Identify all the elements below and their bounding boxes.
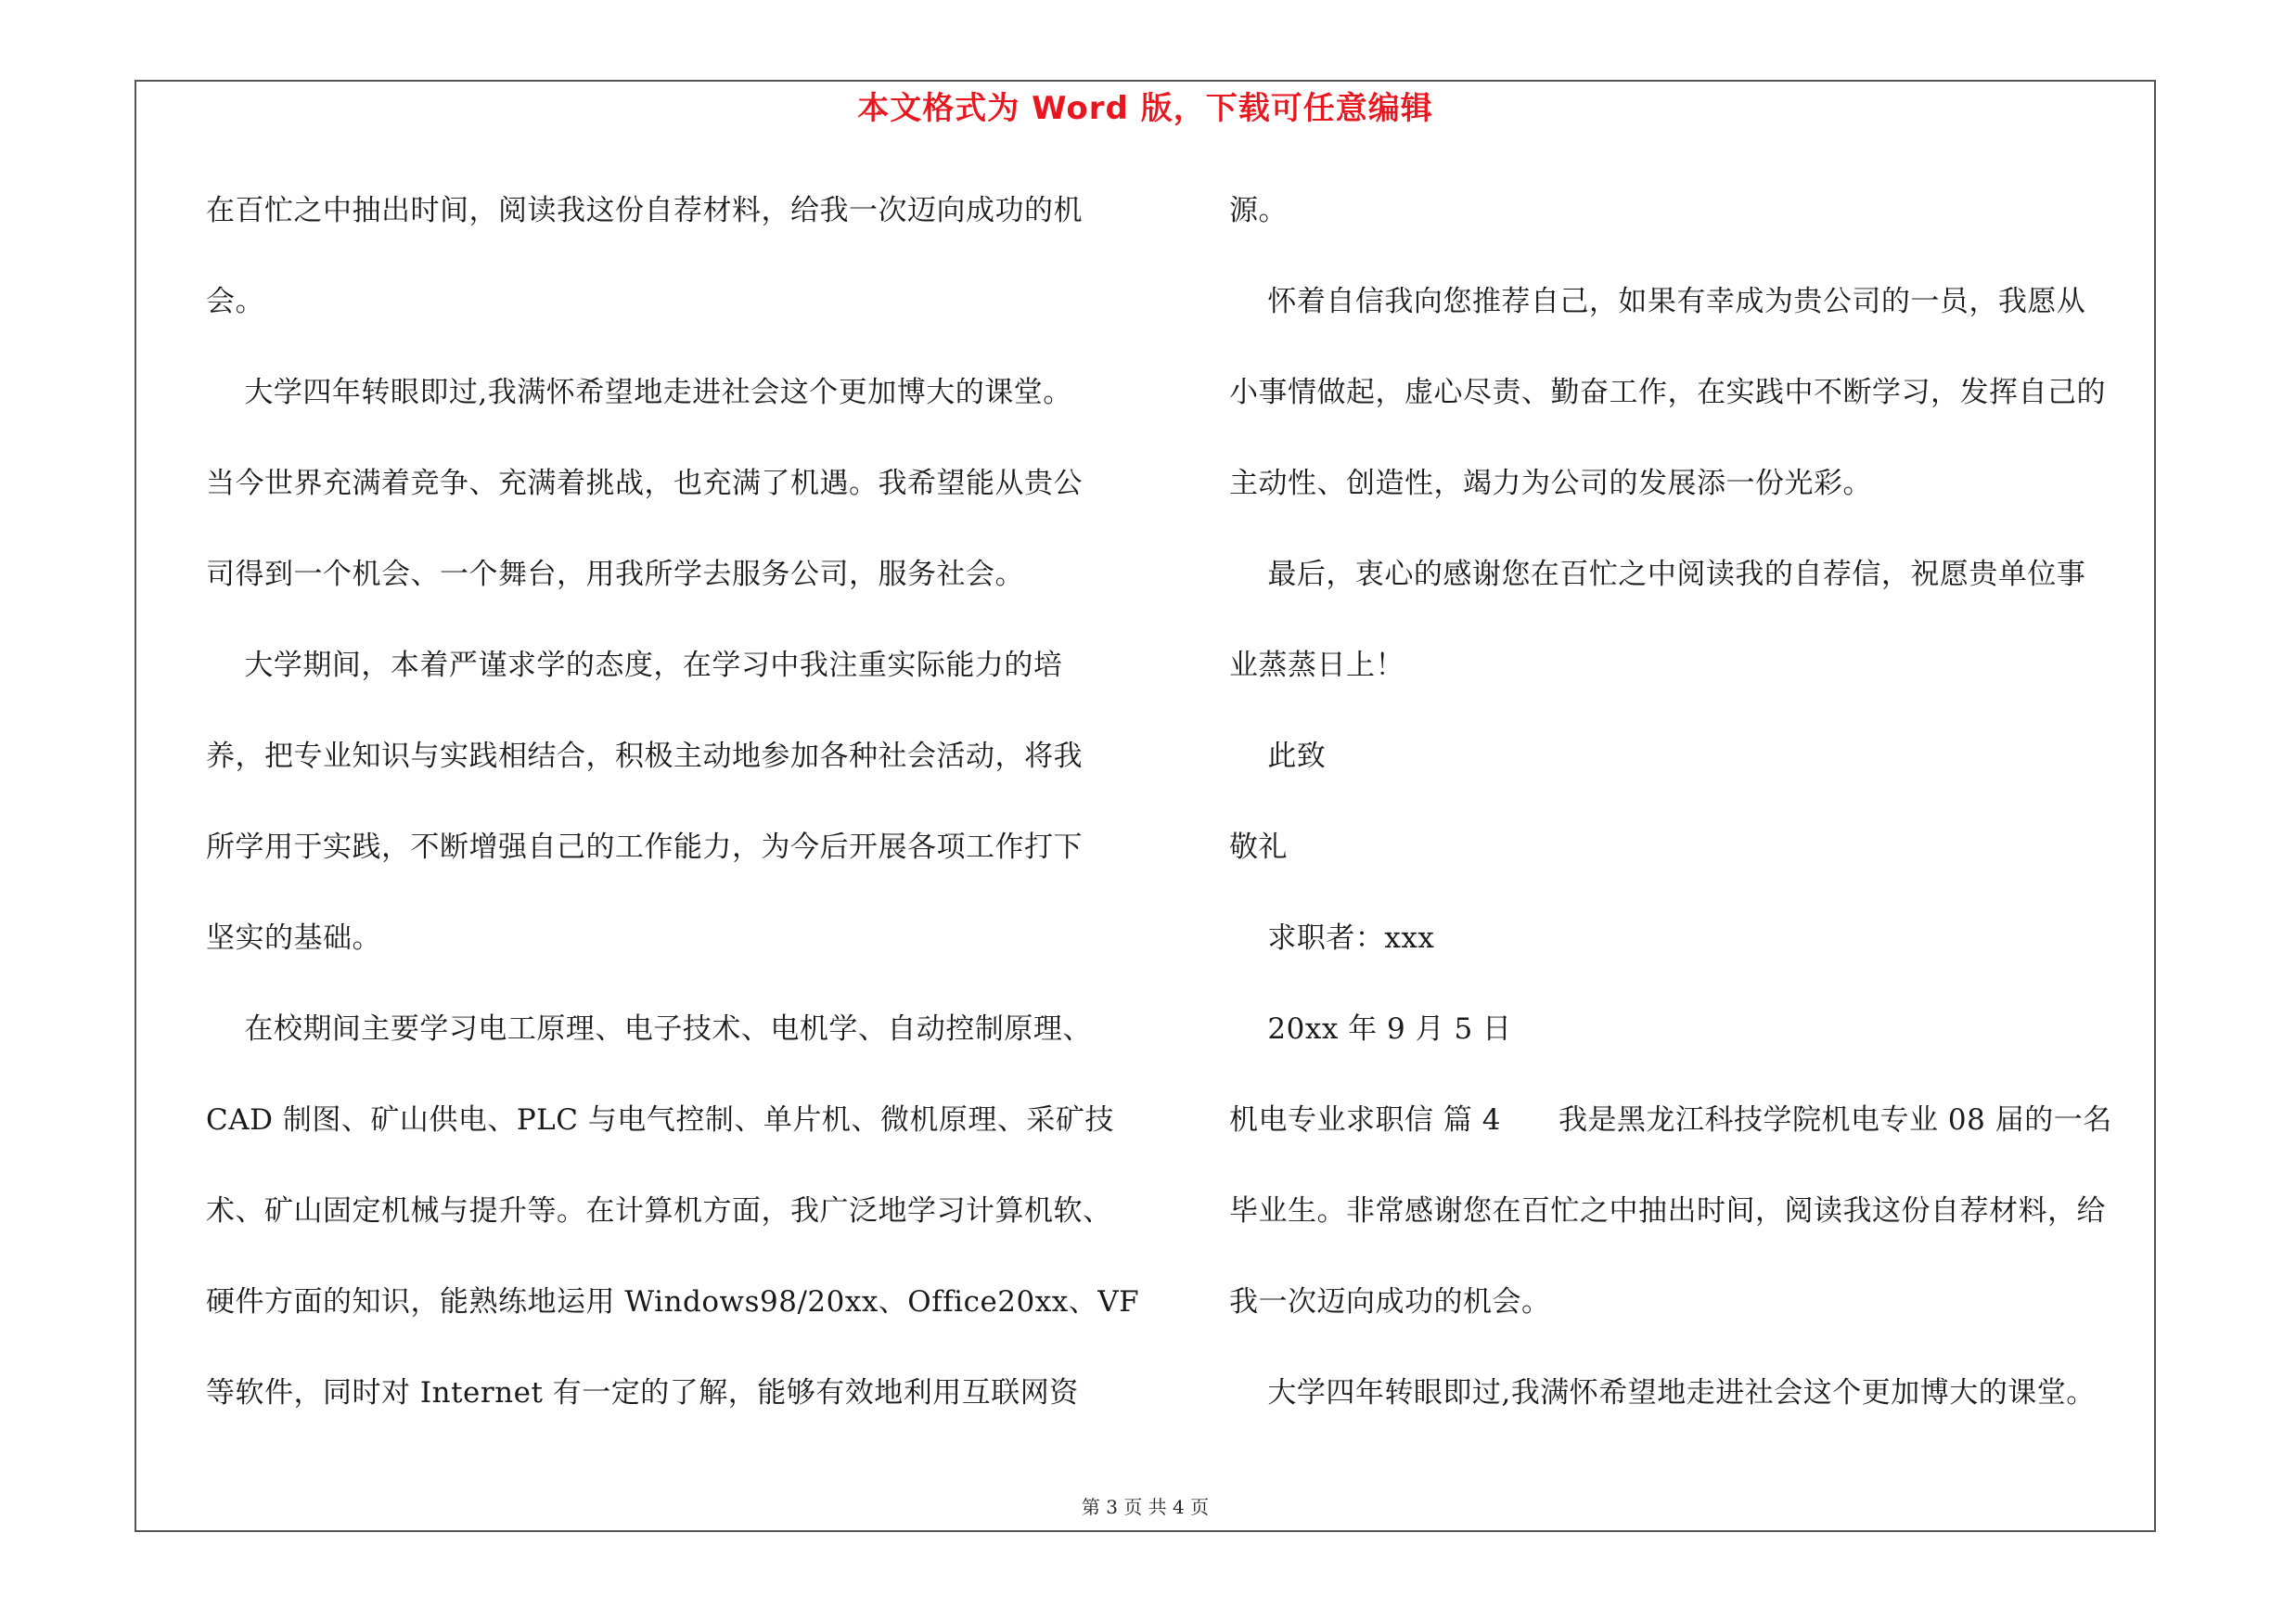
text-line: 小事情做起，虚心尽责、勤奋工作，在实践中不断学习，发挥自己的 [1229, 376, 2106, 409]
text-line: 业蒸蒸日上！ [1229, 649, 1405, 682]
text-line: 术、矿山固定机械与提升等。在计算机方面，我广泛地学习计算机软、 [206, 1194, 1112, 1228]
text-line: 养，把专业知识与实践相结合，积极主动地参加各种社会活动，将我 [206, 740, 1083, 773]
text-line: 所学用于实践，不断增强自己的工作能力，为今后开展各项工作打下 [206, 831, 1083, 864]
text-line: 怀着自信我向您推荐自己，如果有幸成为贵公司的一员，我愿从 [1229, 285, 2086, 318]
text-line: 当今世界充满着竞争、充满着挑战，也充满了机遇。我希望能从贵公 [206, 467, 1083, 500]
text-line: CAD 制图、矿山供电、PLC 与电气控制、单片机、微机原理、采矿技 [206, 1103, 1114, 1137]
section-heading-line: 机电专业求职信 篇 4 我是黑龙江科技学院机电专业 08 届的一名 [1229, 1103, 2112, 1137]
text-line: 源。 [1229, 194, 1288, 227]
text-line: 主动性、创造性，竭力为公司的发展添一份光彩。 [1229, 467, 1872, 500]
text-line: 大学期间，本着严谨求学的态度，在学习中我注重实际能力的培 [206, 649, 1063, 682]
text-line: 司得到一个机会、一个舞台，用我所学去服务公司，服务社会。 [206, 558, 1024, 591]
text-line: 在校期间主要学习电工原理、电子技术、电机学、自动控制原理、 [206, 1012, 1092, 1046]
closing-salutation: 此致 [1229, 740, 1327, 773]
text-line: 大学四年转眼即过,我满怀希望地走进社会这个更加博大的课堂。 [206, 376, 1072, 409]
page-number-footer: 第 3 页 共 4 页 [1081, 1496, 1210, 1518]
text-line: 等软件，同时对 Internet 有一定的了解，能够有效地利用互联网资 [206, 1376, 1079, 1410]
text-line: 毕业生。非常感谢您在百忙之中抽出时间，阅读我这份自荐材料，给 [1229, 1194, 2106, 1228]
text-line: 坚实的基础。 [206, 921, 381, 955]
signature-date: 20xx 年 9 月 5 日 [1229, 1012, 1512, 1046]
text-line: 硬件方面的知识，能熟练地运用 Windows98/20xx、Office20xx、VF [206, 1285, 1140, 1319]
format-banner: 本文格式为 Word 版，下载可任意编辑 [857, 90, 1433, 127]
text-line: 会。 [206, 285, 264, 318]
text-line: 大学四年转眼即过,我满怀希望地走进社会这个更加博大的课堂。 [1229, 1376, 2096, 1410]
signature-applicant: 求职者：xxx [1229, 921, 1435, 955]
text-line: 最后，衷心的感谢您在百忙之中阅读我的自荐信，祝愿贵单位事 [1229, 558, 2086, 591]
right-column [1229, 185, 2157, 1458]
text-line: 我一次迈向成功的机会。 [1229, 1285, 1551, 1319]
text-line: 在百忙之中抽出时间，阅读我这份自荐材料，给我一次迈向成功的机 [206, 194, 1083, 227]
closing-regards: 敬礼 [1229, 831, 1288, 864]
left-column [206, 185, 1152, 1458]
